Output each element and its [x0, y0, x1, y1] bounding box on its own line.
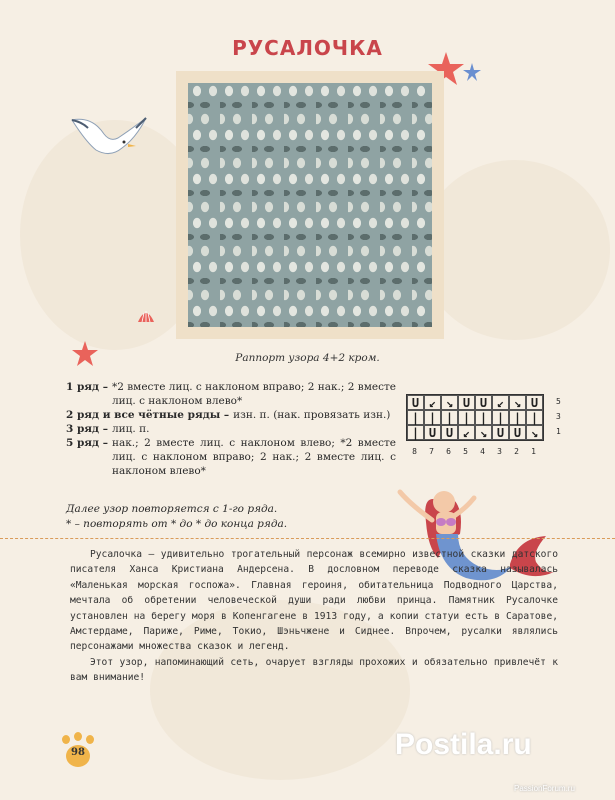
- chart-row-numbers: [556, 394, 561, 439]
- chart-cell: |: [526, 410, 543, 425]
- row-number: 5: [556, 397, 561, 406]
- chart-cell: U: [424, 425, 441, 440]
- row-instructions: [66, 380, 396, 478]
- instruction-row: [66, 436, 396, 478]
- chart-cell: |: [475, 410, 492, 425]
- chart-cell: U: [526, 395, 543, 410]
- chart-cell: U: [441, 425, 458, 440]
- column-number: 6: [446, 447, 451, 456]
- instruction-row: [66, 422, 396, 436]
- chart-cell: |: [424, 410, 441, 425]
- chart-cell: |: [492, 410, 509, 425]
- knitting-photo-frame: [176, 71, 444, 339]
- knitting-pattern-photo: [188, 83, 432, 327]
- chart-cell: |: [458, 410, 475, 425]
- column-number: 7: [429, 447, 434, 456]
- column-number: 2: [514, 447, 519, 456]
- chart-grid: [406, 394, 544, 441]
- dashed-divider: [0, 538, 615, 539]
- page-number: 98: [71, 747, 85, 758]
- column-number: 5: [463, 447, 468, 456]
- chart-cell: |: [441, 410, 458, 425]
- chart-cell: ↙: [424, 395, 441, 410]
- note-line: Далее узор повторяется с 1-го ряда.: [66, 503, 278, 515]
- chart-cell: ↙: [458, 425, 475, 440]
- chart-cell: ↘: [509, 395, 526, 410]
- row-label: 2 ряд и все чётные ряды –: [66, 409, 230, 421]
- page-number-badge: [60, 735, 96, 771]
- chart-cell: ↘: [441, 395, 458, 410]
- instruction-row: [66, 408, 396, 422]
- page-title: РУСАЛОЧКА: [232, 36, 383, 60]
- story-paragraph: Русалочка – удивительно трогательный персонаж всемирно известной сказки датского писателя Ханса Кристиана Андерсена. В дословном переводе сказка называлась «Маленькая морская госпожа». Главная героиня, обитательница Подводного Царства, мечтала об обретении человеческой души ради любви принца. Памятник Русалочке установлен на берегу моря в Копенгагене в 1913 году, а копии статуи есть в Саратове, Амстердаме, Париже, Риме, Токио, Шэньчжене и Сиднее. Впрочем, русалки являлись персонажами множества сказок и легенд.: [70, 549, 558, 653]
- column-number: 3: [497, 447, 502, 456]
- map-background: [420, 160, 610, 340]
- pattern-notes: [66, 502, 287, 532]
- row-text: нак.; 2 вместе лиц. с наклоном влево; *2 вместе лиц. с наклоном вправо; 2 нак.; 2 вместе лиц. с наклоном влево*: [111, 437, 396, 477]
- column-number: 8: [412, 447, 417, 456]
- row-label: 3 ряд –: [66, 423, 108, 435]
- story-text: [70, 547, 558, 686]
- watermark-site: PassionForum.ru: [514, 784, 575, 793]
- row-number: 3: [556, 412, 561, 421]
- row-text: *2 вместе лиц. с наклоном вправо; 2 нак.; 2 вместе лиц. с наклоном влево*: [111, 381, 396, 407]
- shell-icon: [136, 308, 156, 324]
- column-number: 4: [480, 447, 485, 456]
- chart-cell: ↘: [475, 425, 492, 440]
- row-label: 1 ряд –: [66, 381, 108, 393]
- chart-cell: U: [492, 425, 509, 440]
- star-icon: [462, 62, 482, 82]
- instruction-row: [66, 380, 396, 408]
- seagull-icon: [66, 112, 152, 168]
- watermark-logo: Postila.ru: [395, 728, 532, 761]
- chart-cell: ↙: [492, 395, 509, 410]
- row-text: изн. п. (нак. провязать изн.): [233, 409, 391, 421]
- row-text: лиц. п.: [111, 423, 150, 435]
- chart-cell: |: [407, 410, 424, 425]
- paw-toe: [74, 732, 82, 741]
- column-number: 1: [531, 447, 536, 456]
- chart-cell: U: [475, 395, 492, 410]
- chart-cell: ↘: [526, 425, 543, 440]
- row-number: 1: [556, 427, 561, 436]
- story-paragraph: Этот узор, напоминающий сеть, очарует взгляды прохожих и обязательно привлечёт к вам внимание!: [70, 656, 558, 684]
- chart-cell: |: [407, 425, 424, 440]
- chart-cell: U: [458, 395, 475, 410]
- paw-toe: [62, 735, 70, 744]
- paw-toe: [86, 735, 94, 744]
- photo-caption: Раппорт узора 4+2 кром.: [235, 352, 380, 364]
- note-line: * – повторять от * до * до конца ряда.: [66, 518, 288, 530]
- chart-cell: |: [509, 410, 526, 425]
- chart-cell: U: [407, 395, 424, 410]
- chart-column-numbers: [406, 447, 542, 456]
- row-label: 5 ряд –: [66, 437, 108, 449]
- knitting-chart: [398, 389, 570, 461]
- chart-cell: U: [509, 425, 526, 440]
